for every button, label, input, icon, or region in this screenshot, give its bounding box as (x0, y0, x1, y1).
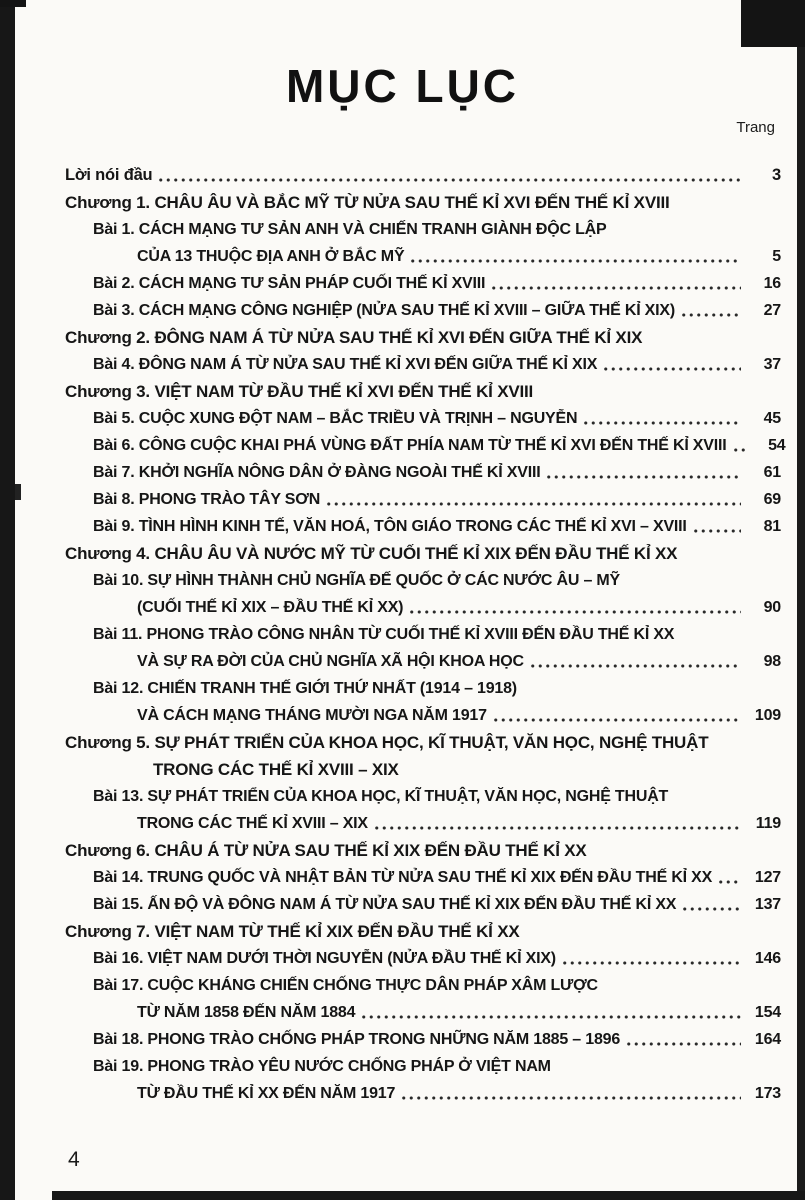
toc-line (93, 216, 781, 243)
toc-entry (65, 540, 781, 567)
toc-line-text: Bài 7. KHỞI NGHĨA NÔNG DÂN Ở ĐÀNG NGOÀI THẾ KỈ XVIII (93, 464, 541, 481)
toc-entry (65, 378, 781, 405)
toc-line (65, 918, 781, 945)
scan-corner-top-left-artifact (0, 0, 26, 7)
toc-page-number: 173 (754, 1085, 781, 1102)
toc-line (93, 945, 781, 972)
toc-page-number: 90 (763, 599, 781, 616)
toc-line (65, 540, 781, 567)
toc-line-text: Chương 5. SỰ PHÁT TRIỂN CỦA KHOA HỌC, KĨ THUẬT, VĂN HỌC, NGHỆ THUẬT (65, 733, 709, 752)
toc-line (93, 486, 781, 513)
toc-line (93, 297, 781, 324)
dot-leader (561, 960, 741, 966)
toc-line (93, 891, 781, 918)
dot-leader (692, 528, 741, 534)
toc-line (93, 432, 786, 459)
toc-page-number: 37 (763, 356, 781, 373)
toc-entry (93, 513, 781, 540)
toc-page-number: 146 (754, 950, 781, 967)
toc-line (65, 837, 781, 864)
toc-line (93, 810, 781, 837)
toc-page-number: 45 (763, 410, 781, 427)
toc-line (65, 189, 781, 216)
toc-page-number: 109 (754, 707, 781, 724)
toc-line-text: Bài 9. TÌNH HÌNH KINH TẾ, VĂN HOÁ, TÔN GIÁO TRONG CÁC THẾ KỈ XVI – XVIII (93, 518, 687, 535)
toc-entry (65, 729, 781, 783)
dot-leader (360, 1014, 741, 1020)
toc-entry (93, 216, 781, 270)
toc-entry (93, 297, 781, 324)
toc-page-number: 98 (763, 653, 781, 670)
toc-line-text: TRONG CÁC THẾ KỈ XVIII – XIX (137, 815, 368, 832)
toc-line-text: Chương 4. CHÂU ÂU VÀ NƯỚC MỸ TỪ CUỐI THẾ KỈ XIX ĐẾN ĐẦU THẾ KỈ XX (65, 544, 678, 563)
toc-line-text: Bài 1. CÁCH MẠNG TƯ SẢN ANH VÀ CHIẾN TRANH GIÀNH ĐỘC LẬP (93, 221, 607, 238)
toc-entry (93, 891, 781, 918)
toc-line-text: Chương 7. VIỆT NAM TỪ THẾ KỈ XIX ĐẾN ĐẦU THẾ KỈ XX (65, 922, 520, 941)
toc-line (65, 324, 781, 351)
toc-page-number: 3 (772, 166, 781, 184)
toc-line (65, 756, 781, 783)
toc-line (93, 1080, 781, 1107)
toc-line-text: Bài 3. CÁCH MẠNG CÔNG NGHIỆP (NỬA SAU THẾ KỈ XVIII – GIỮA THẾ KỈ XIX) (93, 302, 675, 319)
scan-edge-bottom-artifact (52, 1191, 805, 1200)
toc-page-number: 81 (763, 518, 781, 535)
toc-entry (93, 351, 781, 378)
toc-line-text: Chương 2. ĐÔNG NAM Á TỪ NỬA SAU THẾ KỈ XVI ĐẾN GIỮA THẾ KỈ XIX (65, 328, 643, 347)
dot-leader (625, 1041, 741, 1047)
toc-line (65, 162, 781, 189)
toc-line-text: Bài 2. CÁCH MẠNG TƯ SẢN PHÁP CUỐI THẾ KỈ XVIII (93, 275, 486, 292)
scan-mark-left-artifact (15, 484, 21, 500)
toc-list (65, 162, 786, 1107)
toc-line-text: VÀ CÁCH MẠNG THÁNG MƯỜI NGA NĂM 1917 (137, 707, 487, 724)
toc-line-text: Bài 5. CUỘC XUNG ĐỘT NAM – BẮC TRIỀU VÀ TRỊNH – NGUYỄN (93, 410, 578, 427)
toc-line (93, 270, 781, 297)
toc-line (93, 1053, 781, 1080)
toc-entry (93, 621, 781, 675)
dot-leader (545, 474, 741, 480)
toc-line-text: (CUỐI THẾ KỈ XIX – ĐẦU THẾ KỈ XX) (137, 599, 404, 616)
toc-line (93, 999, 781, 1026)
dot-leader (732, 447, 746, 453)
page-column-header: Trang (736, 119, 775, 136)
toc-page-number: 16 (763, 275, 781, 292)
toc-page-number: 61 (763, 464, 781, 481)
toc-line-text: Bài 4. ĐÔNG NAM Á TỪ NỬA SAU THẾ KỈ XVI ĐẾN GIỮA THẾ KỈ XIX (93, 356, 598, 373)
toc-entry (93, 432, 786, 459)
toc-entry (65, 189, 781, 216)
toc-line (65, 729, 781, 756)
toc-line-text: Bài 11. PHONG TRÀO CÔNG NHÂN TỪ CUỐI THẾ KỈ XVIII ĐẾN ĐẦU THẾ KỈ XX (93, 626, 675, 643)
dot-leader (400, 1095, 741, 1101)
toc-line (93, 783, 781, 810)
toc-line (93, 405, 781, 432)
toc-line-text: Bài 15. ẤN ĐỘ VÀ ĐÔNG NAM Á TỪ NỬA SAU THẾ KỈ XIX ĐẾN ĐẦU THẾ KỈ XX (93, 896, 677, 913)
dot-leader (325, 501, 741, 507)
page-title: MỤC LỤC (285, 60, 520, 112)
toc-entry (93, 405, 781, 432)
toc-entry (93, 270, 781, 297)
toc-line-text: Chương 3. VIỆT NAM TỪ ĐẦU THẾ KỈ XVI ĐẾN THẾ KỈ XVIII (65, 382, 534, 401)
toc-entry (65, 324, 781, 351)
dot-leader (490, 285, 741, 291)
toc-line (65, 378, 781, 405)
toc-line (93, 1026, 781, 1053)
scan-corner-top-right-artifact (741, 0, 805, 47)
toc-entry (93, 675, 781, 729)
scan-edge-left-artifact (0, 0, 15, 1200)
toc-line (93, 972, 781, 999)
toc-line (93, 351, 781, 378)
toc-line (93, 243, 781, 270)
toc-entry (93, 567, 781, 621)
toc-line-text: Bài 8. PHONG TRÀO TÂY SƠN (93, 491, 321, 508)
toc-line (93, 567, 781, 594)
toc-line-text: TỪ ĐẦU THẾ KỈ XX ĐẾN NĂM 1917 (137, 1085, 396, 1102)
dot-leader (409, 258, 741, 264)
toc-line-text: Lời nói đầu (65, 166, 153, 184)
toc-line (93, 459, 781, 486)
dot-leader (602, 366, 741, 372)
dot-leader (492, 717, 741, 723)
toc-line-text: Chương 6. CHÂU Á TỪ NỬA SAU THẾ KỈ XIX ĐẾN ĐẦU THẾ KỈ XX (65, 841, 587, 860)
toc-line-text: Bài 10. SỰ HÌNH THÀNH CHỦ NGHĨA ĐẾ QUỐC Ở CÁC NƯỚC ÂU – MỸ (93, 572, 621, 589)
toc-line-text: Chương 1. CHÂU ÂU VÀ BẮC MỸ TỪ NỬA SAU THẾ KỈ XVI ĐẾN THẾ KỈ XVIII (65, 193, 670, 212)
toc-line-text: Bài 13. SỰ PHÁT TRIỂN CỦA KHOA HỌC, KĨ THUẬT, VĂN HỌC, NGHỆ THUẬT (93, 788, 669, 805)
toc-line-text: Bài 19. PHONG TRÀO YÊU NƯỚC CHỐNG PHÁP Ở VIỆT NAM (93, 1058, 551, 1075)
toc-entry (93, 1026, 781, 1053)
dot-leader (681, 906, 741, 912)
dot-leader (680, 312, 741, 318)
dot-leader (529, 663, 741, 669)
toc-line-text: TỪ NĂM 1858 ĐẾN NĂM 1884 (137, 1004, 356, 1021)
dot-leader (373, 825, 741, 831)
toc-entry (65, 162, 781, 189)
toc-page-number: 164 (754, 1031, 781, 1048)
toc-line-text: Bài 18. PHONG TRÀO CHỐNG PHÁP TRONG NHỮNG NĂM 1885 – 1896 (93, 1031, 621, 1048)
toc-line-text: Bài 6. CÔNG CUỘC KHAI PHÁ VÙNG ĐẤT PHÍA NAM TỪ THẾ KỈ XVI ĐẾN THẾ KỈ XVIII (93, 437, 727, 454)
dot-leader (717, 879, 741, 885)
toc-page-number: 127 (754, 869, 781, 886)
toc-entry (93, 864, 781, 891)
toc-line-text: VÀ SỰ RA ĐỜI CỦA CHỦ NGHĨA XÃ HỘI KHOA HỌC (137, 653, 524, 670)
dot-leader (582, 420, 741, 426)
toc-entry (65, 918, 781, 945)
toc-page-number: 69 (763, 491, 781, 508)
toc-page-number: 137 (754, 896, 781, 913)
toc-line (93, 702, 781, 729)
toc-line (93, 864, 781, 891)
toc-line-text: Bài 14. TRUNG QUỐC VÀ NHẬT BẢN TỪ NỬA SAU THẾ KỈ XIX ĐẾN ĐẦU THẾ KỈ XX (93, 869, 713, 886)
toc-page-number: 119 (755, 815, 781, 832)
toc-line (93, 594, 781, 621)
toc-line (93, 675, 781, 702)
toc-line-text: Bài 12. CHIẾN TRANH THẾ GIỚI THỨ NHẤT (1914 – 1918) (93, 680, 517, 697)
toc-page-number: 54 (768, 437, 786, 454)
toc-line (93, 621, 781, 648)
toc-page-number: 5 (772, 248, 781, 265)
toc-entry (65, 837, 781, 864)
toc-entry (93, 972, 781, 1026)
page-number: 4 (68, 1148, 80, 1171)
dot-leader (408, 609, 741, 615)
toc-line (93, 648, 781, 675)
toc-entry (93, 486, 781, 513)
toc-entry (93, 945, 781, 972)
toc-line (93, 513, 781, 540)
toc-line-text: TRONG CÁC THẾ KỈ XVIII – XIX (153, 760, 399, 779)
toc-entry (93, 459, 781, 486)
toc-page-number: 27 (763, 302, 781, 319)
toc-line-text: Bài 17. CUỘC KHÁNG CHIẾN CHỐNG THỰC DÂN PHÁP XÂM LƯỢC (93, 977, 598, 994)
toc-entry (93, 1053, 781, 1107)
dot-leader (157, 177, 741, 183)
toc-line-text: Bài 16. VIỆT NAM DƯỚI THỜI NGUYỄN (NỬA ĐẦU THẾ KỈ XIX) (93, 950, 556, 967)
scan-edge-right-artifact (797, 0, 805, 1200)
toc-page-number: 154 (754, 1004, 781, 1021)
toc-entry (93, 783, 781, 837)
toc-line-text: CỦA 13 THUỘC ĐỊA ANH Ở BẮC MỸ (137, 248, 405, 265)
